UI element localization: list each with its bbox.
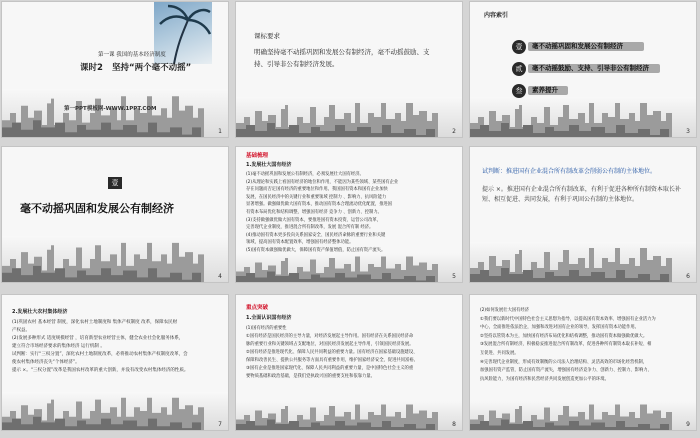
slide-number: 4	[218, 273, 222, 280]
text-line: ④完善现代企业制度，形成有效制衡的公司法人治理结构、灵活高效的市场化经营机制，	[480, 359, 648, 365]
slide-thumbnail-6[interactable]	[470, 147, 696, 282]
slide-heading: 课标要求	[254, 32, 280, 40]
slide-number: 6	[686, 273, 690, 280]
text-line: 发展，在国民经济中的关键行业和重要领域 控制力 、影响力、抗风险能力	[246, 194, 387, 200]
slide-thumbnail-9[interactable]	[470, 295, 696, 430]
try-judge-text: 试判断：推进国有企业混合所有制改革会削弱公有制的主体地位。	[482, 168, 657, 175]
slide-number: 7	[218, 421, 222, 428]
index-item-1[interactable]: 毫不动摇巩固和发展公有制经济	[528, 42, 644, 51]
text-line: (1)毫不动摇巩固和发展公有制经济，必须发展壮大国有经济。	[246, 172, 364, 177]
slide-heading: 内容索引	[484, 12, 509, 19]
city-skyline-image	[470, 242, 696, 282]
hint-text: 提示 ×。推进国有企业混合所有制改革，有利于促进各种所有制资本取长补短、相互促进、共同发展，有利于巩固公有制的主体地位。	[482, 186, 681, 204]
text-line: 使农村集体经济丧失“个体经济”。	[12, 360, 80, 365]
text-line: 要物质基础和政治基础，是我们党执政兴国的重要支柱和依靠力量。	[246, 374, 375, 379]
text-line: 保障和改善民生、提供公共服务等方面具有重要作用，维护国家经济安全，促进共同富裕。	[246, 358, 418, 363]
index-item-2[interactable]: 毫不动摇鼓励、支持、引导非公有制经济	[528, 64, 660, 73]
section-title: 毫不动摇巩固和发展公有制经济	[20, 202, 174, 215]
slide-thumbnail-7[interactable]	[2, 295, 228, 430]
slide-number: 2	[452, 128, 456, 135]
text-line: 完善现代企业制度，推进混合所有制改革，发展 混合所有制 经济。	[246, 225, 374, 231]
city-skyline-image	[236, 400, 462, 430]
text-line: 存在问题而否定国有经济的重要地位和作用。我国国有资本和国有企业加快	[246, 187, 388, 193]
slide-number: 3	[686, 128, 690, 135]
text-line: (5)国有资本做强做优做大，保障国有资产保值增值，防止国有资产流失。	[246, 247, 386, 253]
text-line: (2)发展多种形式 适度规模经营 ，培育新型农业经营主体，健全农业社会化服务体系，	[12, 336, 184, 341]
slide-heading: 重点突破	[246, 305, 269, 311]
index-badge-icon: 叁	[512, 84, 526, 98]
slide-thumbnail-8[interactable]	[236, 295, 462, 430]
text-line: (2)如何发展壮大国有经济	[480, 308, 530, 313]
index-item-3[interactable]: 素养提升	[528, 86, 568, 95]
text-line: ②坚持以管资本为主，加快国有经济布局优化和结构调整，推动国有资本做强做优做大。	[480, 333, 648, 339]
text-line: 抗风险能力，为国有经济和民营经济共同发展创造更加公平的环境。	[480, 376, 609, 382]
slide-subheading: 1.全面认识国有经济	[246, 315, 292, 321]
slide-number: 8	[452, 421, 456, 428]
slide-thumbnail-1[interactable]	[2, 2, 228, 137]
unit-title: 第一课 我国的基本经济制度	[98, 52, 166, 58]
index-badge-icon: 贰	[512, 62, 526, 76]
slide-subheading: 1.发展壮大国有经济	[246, 162, 292, 168]
slide-subheading: 2.发展壮大农村集体经济	[12, 309, 68, 315]
text-line: (1)巩固农村 基本经营 制度，深化农村土地制度和 集体产权制度 改革，保障农民财	[12, 320, 178, 325]
text-line: 脉的重要行业和关键领域占支配地位，对国民经济发展起主导作用，引领国民经济发展。	[246, 342, 414, 347]
text-line: (1)国有经济的重要性	[246, 326, 287, 331]
text-line: ③国有企业是推进国家现代化、保障人民共同利益的重要力量，是中国特色社会主义的重	[246, 366, 414, 371]
city-skyline-image	[2, 236, 228, 282]
text-line: 中心，全面推进依法治企，加强和改进对国有企业的领导，发挥国有资本功能作用。	[480, 325, 639, 331]
city-skyline-image	[236, 252, 462, 282]
site-watermark: 第一PPT模板网-WWW.1PPT.COM	[64, 106, 157, 112]
text-line: ①我们要以新时代中国特色社会主义思想为指导，以提高国有资本效率、增强国有企业活力为	[480, 316, 656, 322]
slide-number: 1	[218, 128, 222, 135]
slide-title: 坚持“两个毫不动摇”	[112, 63, 192, 73]
slide-heading: 基础梳理	[246, 153, 269, 159]
text-line: (3)支持做强做优做大国有资本，要推进国有资本投资、运营公司改革，	[246, 217, 381, 223]
city-skyline-image	[2, 392, 228, 430]
section-badge: 壹	[108, 177, 122, 189]
content-lines	[480, 307, 690, 384]
text-line: 加强国有资产监管，防止国有资产流失，增强国有经济竞争力、创新力、控制力、影响力、	[480, 368, 652, 374]
text-line: ③发展混合所有制经济，积极稳妥推进混合所有制改革，促进各种所有制资本取长补短、相	[480, 342, 652, 348]
slide-thumbnail-3[interactable]	[470, 2, 696, 137]
index-badge-icon: 壹	[512, 40, 526, 54]
text-line: (2)从理论和实践上看国有经济的地位和作用，不能因为某些领域、某些国有企业	[246, 179, 399, 185]
text-line: (4)推动国有资本更多投向关系国家安全、国民经济命脉的重要行业和关键	[246, 232, 386, 238]
text-line: 互促进、共同发展。	[480, 350, 519, 356]
slide-thumbnail-4[interactable]	[2, 147, 228, 282]
text-line: 试判断：实行“三权分置”，深化农村土地制度改革，必将推动农村集体产权制度改革，会	[12, 352, 188, 357]
city-skyline-image	[236, 97, 462, 137]
slide-number: 5	[452, 273, 456, 280]
content-lines	[246, 325, 456, 381]
city-skyline-image	[470, 400, 696, 430]
text-line: ①国有经济是国民经济的主导力量，对经济发展起主导作用。国有经济在关系国民经济命	[246, 334, 414, 339]
text-line: 显著增强。做强做优做大国有资本，推动国有资本合理流动优化配置，推进国	[246, 202, 393, 208]
text-line: 产权益。	[12, 328, 30, 333]
standard-text: 明确坚持毫不动摇巩固和发展公有制经济，毫不动摇鼓励、支持、引导非公有制经济发展。	[254, 48, 430, 69]
text-line: 领域，提高国有资本配置效率，增强国有经济整体功能。	[246, 240, 354, 246]
slide-thumbnail-2[interactable]	[236, 2, 462, 137]
content-lines	[12, 319, 222, 375]
text-line: 建立符合市场经济要求的集体经济 运行机制 。	[12, 344, 105, 349]
city-skyline-image	[470, 97, 696, 137]
text-line: ②国有经济是推进现代化、保障人民共同利益的重要力量。国有经济在国家基础设施建设、	[246, 350, 418, 355]
slide-number: 9	[686, 421, 690, 428]
lesson-label: 课时2	[80, 63, 103, 73]
slide-thumbnail-5[interactable]	[236, 147, 462, 282]
text-line: 提示 ×。“三权分置”改革是我国农村改革的重大创新，并没有改变农村集体经济的性质。	[12, 368, 189, 373]
text-line: 有资本布局优化和结构调整，增强国有经济 竞争力 、创新力、控制力。	[246, 209, 382, 215]
content-lines	[246, 171, 456, 255]
